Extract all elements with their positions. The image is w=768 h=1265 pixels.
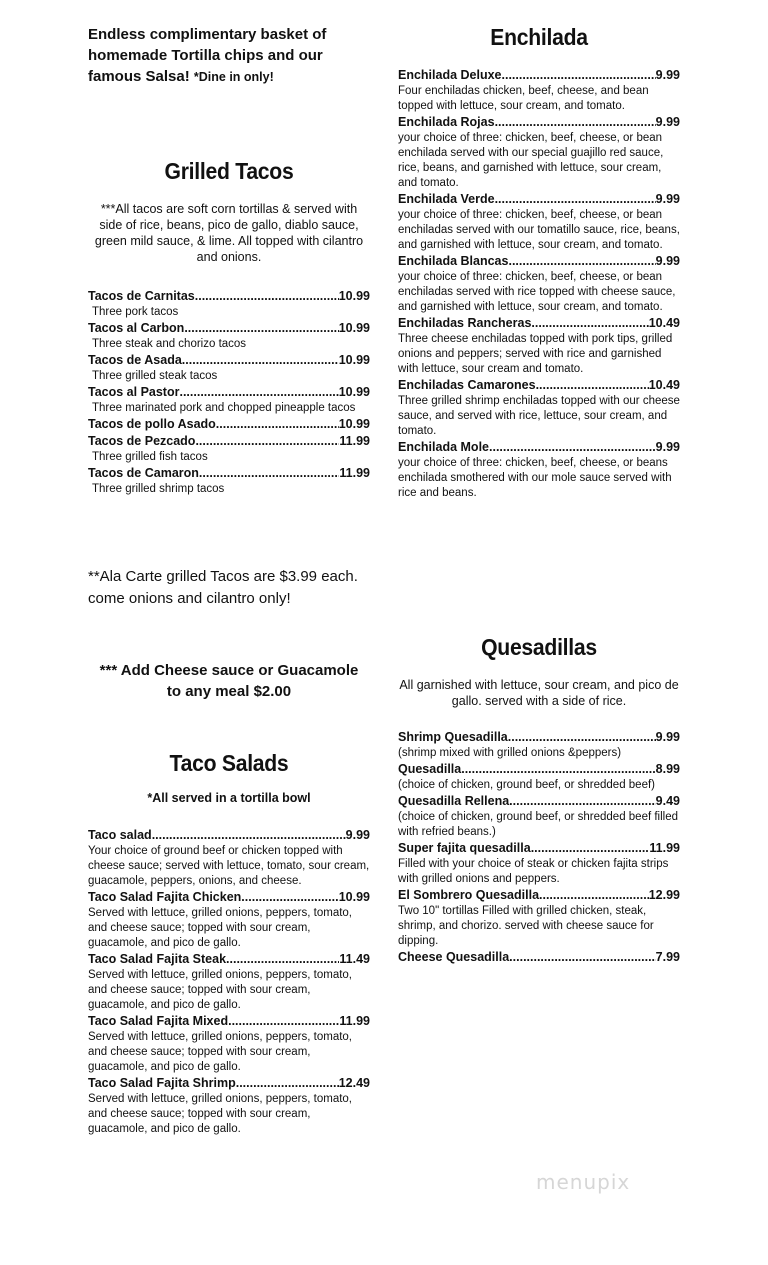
menu-item [88, 416, 370, 433]
menu-item-title-row [398, 114, 680, 131]
menu-item-description: (choice of chicken, ground beef, or shredded beef filled with refried beans.) [398, 811, 679, 838]
menu-item-name: El Sombrero Quesadilla [398, 888, 540, 902]
menu-item [88, 465, 370, 497]
menu-item-description: Three cheese enchiladas topped with pork tips, grilled onions and peppers; served with rice and garnished with lettuce, sour cream and tomato. [398, 333, 673, 375]
menu-item-description: Three grilled fish tacos [92, 451, 208, 463]
menu-item [398, 729, 680, 761]
menu-item-name: Quesadilla Rellena [398, 794, 510, 808]
dot-leader [195, 433, 339, 450]
menu-item-title-row [398, 949, 680, 966]
menu-item-description: Served with lettuce, grilled onions, peppers, tomato, and cheese sauce; topped with sour cream, guacamole, and pico de gallo. [88, 969, 353, 1011]
menu-item-description: Served with lettuce, grilled onions, peppers, tomato, and cheese sauce; topped with sour cream, guacamole, and pico de gallo. [88, 1093, 353, 1135]
menu-item-name: Enchilada Deluxe [398, 68, 502, 82]
menu-item-name: Taco Salad Fajita Chicken [88, 890, 242, 904]
menu-item-price: 9.99 [655, 68, 680, 82]
menu-item [398, 949, 680, 966]
menu-item-title-row [398, 191, 680, 208]
menu-item-name: Shrimp Quesadilla [398, 730, 508, 744]
menu-item-name: Cheese Quesadilla [398, 950, 510, 964]
menu-item-description: Three steak and chorizo tacos [92, 338, 247, 350]
dot-leader [216, 416, 339, 433]
menu-item-title-row [88, 288, 370, 305]
menu-item [88, 433, 370, 465]
menu-item [398, 114, 680, 191]
dot-leader [509, 793, 655, 810]
menu-item-name: Taco Salad Fajita Shrimp [88, 1076, 236, 1090]
taco-salads-title: Taco Salads [169, 750, 289, 776]
menu-item-name: Tacos de pollo Asado [88, 417, 216, 431]
taco-salads-subtitle: *All served in a tortilla bowl [147, 791, 311, 805]
menu-item-price: 10.49 [648, 378, 680, 392]
add-on-text: *** Add Cheese sauce or Guacamole to any meal $2.00 [99, 662, 359, 700]
menu-item-price: 10.49 [648, 316, 680, 330]
menu-item-price: 10.99 [338, 890, 370, 904]
menu-item [88, 951, 370, 1013]
menu-item-title-row [88, 1013, 370, 1030]
menu-item [398, 840, 680, 887]
dot-leader [536, 377, 649, 394]
menu-item [398, 315, 680, 377]
menu-item-title-row [398, 840, 680, 857]
menu-item-price: 9.99 [655, 115, 680, 129]
dot-leader [502, 67, 656, 84]
menu-item-price: 12.49 [338, 1076, 370, 1090]
menu-item-title-row [398, 67, 680, 84]
menu-item-description: Three pork tacos [92, 306, 179, 318]
menu-item-name: Tacos de Camaron [88, 466, 199, 480]
menu-item-name: Tacos de Carnitas [88, 289, 195, 303]
menu-item [88, 1013, 370, 1075]
dot-leader [508, 253, 655, 270]
menu-item-description: Served with lettuce, grilled onions, peppers, tomato, and cheese sauce; topped with sour cream, guacamole, and pico de gallo. [88, 907, 353, 949]
dot-leader [184, 320, 338, 337]
menu-item-name: Enchiladas Camarones [398, 378, 536, 392]
menu-item [88, 288, 370, 320]
taco-salads-section [88, 750, 370, 1137]
menu-item-title-row [398, 315, 680, 332]
dot-leader [152, 827, 346, 844]
dot-leader [179, 384, 338, 401]
menu-item-name: Enchilada Mole [398, 440, 489, 454]
menu-item-price: 10.99 [338, 289, 370, 303]
menupix-watermark: menupix [536, 1170, 631, 1194]
menu-item-title-row [398, 253, 680, 270]
menu-item-price: 9.99 [655, 192, 680, 206]
dot-leader [495, 191, 656, 208]
grilled-tacos-description: ***All tacos are soft corn tortillas & served with side of rice, beans, pico de gallo, diablo sauce, green mild sauce, & lime. All topped with cilantro and onions. [94, 202, 364, 264]
quesadillas-description: All garnished with lettuce, sour cream, and pico de gallo. served with a side of rice. [399, 678, 679, 708]
menu-item-name: Quesadilla [398, 762, 462, 776]
quesadillas-list [398, 729, 680, 966]
grilled-tacos-title: Grilled Tacos [164, 158, 294, 184]
menu-item-price: 8.99 [655, 762, 680, 776]
menu-item-title-row [88, 827, 370, 844]
intro-small-text: *Dine in only! [193, 70, 274, 84]
menu-item-name: Enchilada Rojas [398, 115, 495, 129]
menu-item [88, 320, 370, 352]
menu-item-description: Three marinated pork and chopped pineapple tacos [92, 402, 356, 414]
menu-item-title-row [88, 1075, 370, 1092]
menu-item-price: 10.99 [338, 385, 370, 399]
dot-leader [199, 465, 339, 482]
dot-leader [489, 439, 656, 456]
quesadillas-title: Quesadillas [481, 634, 597, 660]
dot-leader [182, 352, 339, 369]
dot-leader [241, 889, 338, 906]
dot-leader [461, 761, 655, 778]
enchilada-section [398, 24, 680, 501]
dot-leader [228, 1013, 339, 1030]
menu-item-title-row [398, 761, 680, 778]
dot-leader [531, 315, 648, 332]
menu-item [88, 889, 370, 951]
menu-item [398, 793, 680, 840]
menu-item-description: Served with lettuce, grilled onions, peppers, tomato, and cheese sauce; topped with sour cream, guacamole, and pico de gallo. [88, 1031, 353, 1073]
menu-item-description: Three grilled shrimp enchiladas topped with our cheese sauce, and served with rice, lettuce, sour cream, and tomato. [398, 395, 680, 437]
dot-leader [539, 887, 649, 904]
menu-item-name: Enchilada Verde [398, 192, 495, 206]
dot-leader [195, 288, 339, 305]
menu-item [398, 761, 680, 793]
menu-item-title-row [398, 887, 680, 904]
quesadillas-section [398, 634, 680, 966]
add-on-note [88, 660, 370, 702]
menu-item-description: Filled with your choice of steak or chicken fajita strips with grilled onions and peppers. [398, 858, 669, 885]
intro-bold-text: Endless complimentary basket of homemade Tortilla chips and our famous Salsa! [88, 26, 327, 85]
menu-item-title-row [398, 793, 680, 810]
menu-item-price: 11.99 [649, 841, 680, 855]
dot-leader [226, 951, 339, 968]
taco-salads-list [88, 827, 370, 1137]
menu-item-title-row [88, 416, 370, 433]
dot-leader [508, 729, 656, 746]
menu-item [88, 1075, 370, 1137]
menu-item-title-row [88, 384, 370, 401]
menu-item-price: 10.99 [338, 321, 370, 335]
menu-item-name: Tacos de Pezcado [88, 434, 196, 448]
menu-item-price: 11.99 [339, 434, 370, 448]
menu-item-price: 7.99 [655, 950, 680, 964]
menu-item-description: Two 10" tortillas Filled with grilled chicken, steak, shrimp, and chorizo. served with cheese sauce for dipping. [398, 905, 654, 947]
menu-item-name: Enchilada Blancas [398, 254, 509, 268]
menu-item-price: 9.99 [345, 828, 370, 842]
menu-item-title-row [88, 320, 370, 337]
menu-item-title-row [88, 352, 370, 369]
menu-item-description: (shrimp mixed with grilled onions &peppers) [398, 747, 622, 759]
ala-carte-text: **Ala Carte grilled Tacos are $3.99 each. come onions and cilantro only! [88, 568, 358, 607]
menu-item-title-row [398, 729, 680, 746]
dot-leader [531, 840, 650, 857]
intro-note [88, 24, 370, 88]
menu-item-title-row [88, 465, 370, 482]
menu-item-price: 9.99 [655, 730, 680, 744]
dot-leader [509, 949, 655, 966]
menu-item-name: Tacos de Asada [88, 353, 182, 367]
menu-item [398, 253, 680, 315]
menu-item-name: Enchiladas Rancheras [398, 316, 532, 330]
menu-item-title-row [88, 951, 370, 968]
menu-item [398, 67, 680, 114]
menu-item-name: Taco Salad Fajita Mixed [88, 1014, 229, 1028]
menu-item-name: Super fajita quesadilla [398, 841, 531, 855]
grilled-tacos-list [88, 288, 370, 497]
menu-item-title-row [88, 889, 370, 906]
menu-item-price: 9.99 [655, 254, 680, 268]
menu-item-title-row [88, 433, 370, 450]
menu-item-description: Four enchiladas chicken, beef, cheese, and bean topped with lettuce, sour cream, and tomato. [398, 85, 649, 112]
menu-item-price: 9.49 [655, 794, 680, 808]
menu-item-name: Taco salad [88, 828, 152, 842]
menu-item-description: your choice of three: chicken, beef, cheese, or bean enchiladas served with our tomatillo sauce, rice, beans, and garnished with lettuce, sour cream, and tomato. [398, 209, 680, 251]
menu-item [398, 191, 680, 253]
dot-leader [236, 1075, 339, 1092]
menu-item-description: Three grilled shrimp tacos [92, 483, 225, 495]
menu-item-price: 9.99 [655, 440, 680, 454]
menu-item-price: 11.99 [339, 466, 370, 480]
menu-item-description: (choice of chicken, ground beef, or shredded beef) [398, 779, 655, 791]
menu-item-description: Your choice of ground beef or chicken topped with cheese sauce; served with lettuce, tomato, sour cream, guacamole, peppers, onions, and cheese. [88, 845, 370, 887]
menu-item-description: your choice of three: chicken, beef, cheese, or beans enchilada smothered with our mole sauce served with rice and beans. [398, 457, 672, 499]
menu-item-price: 11.99 [339, 1014, 370, 1028]
menu-item-title-row [398, 377, 680, 394]
ala-carte-note [88, 566, 370, 610]
dot-leader [495, 114, 656, 131]
menu-item-title-row [398, 439, 680, 456]
menu-item [398, 377, 680, 439]
menu-item-price: 11.49 [339, 952, 370, 966]
menu-item-description: your choice of three: chicken, beef, cheese, or bean enchilada served with our special guajillo red sauce, rice, beans, and garnished with lettuce, sour cream, and tomato. [398, 132, 664, 189]
menu-item [398, 887, 680, 949]
enchilada-list [398, 67, 680, 501]
menu-item-price: 10.99 [338, 353, 370, 367]
menu-item-price: 10.99 [338, 417, 370, 431]
menu-item-name: Tacos al Carbon [88, 321, 185, 335]
menu-item [88, 827, 370, 889]
grilled-tacos-section [88, 158, 370, 497]
menu-item-name: Taco Salad Fajita Steak [88, 952, 227, 966]
menu-item [398, 439, 680, 501]
menu-item [88, 384, 370, 416]
menu-item-price: 12.99 [648, 888, 680, 902]
menu-item-description: Three grilled steak tacos [92, 370, 218, 382]
menu-item-name: Tacos al Pastor [88, 385, 180, 399]
enchilada-title: Enchilada [490, 24, 588, 50]
menu-item [88, 352, 370, 384]
menu-item-description: your choice of three: chicken, beef, cheese, or bean enchiladas served with rice topped with cheese sauce, and garnished with lettuce, sour cream, and tomato. [398, 271, 676, 313]
